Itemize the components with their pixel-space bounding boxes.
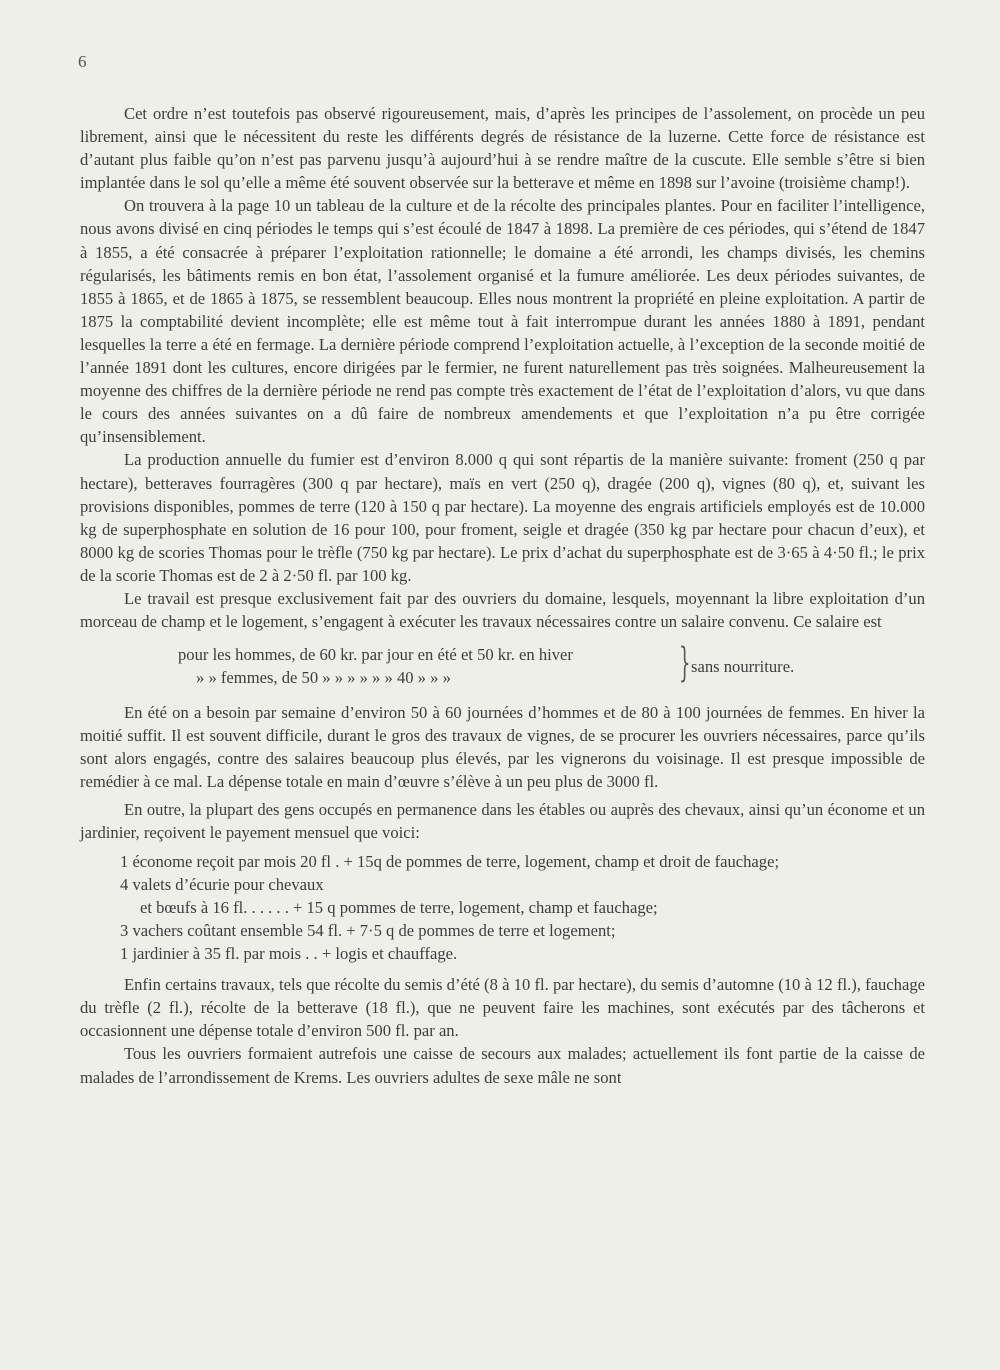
page-number: 6 [78,52,87,71]
staff-line: et bœufs à 16 fl. . . . . . + 15 q pommes de terre, logement, champ et fauchage; [140,897,658,917]
paragraph-2: On trouvera à la page 10 un tableau de la culture et de la récolte des principales plantes. Pour en faciliter l’intelligence, nous avons divisé en cinq périodes le temps qui s’est écoulé de 1847 à 1898. La première de ces périodes, qui s’étend de 1847 à 1855, a été consacrée à préparer l’exploitation rationnelle; le domaine a été arrondi, les champs divisés, les chemins régularisés, les bâtiments remis en bon état, l’assolement organisé et la fumure améliorée. Les deux périodes suivantes, de 1855 à 1865, et de 1865 à 1875, se ressemblent beaucoup. Elles nous montrent la propriété en pleine exploitation. A partir de 1875 la comptabilité devient incomplète; elle est même tout à fait interrompue durant les années 1880 à 1891, pendant lesquelles la terre a été en fermage. La dernière période comprend l’exploitation actuelle, à l’exception de la seconde moitié de l’année 1891 dont les cultures, encore dirigées par le fermier, ne furent naturellement pas très soignées. Malheureusement la moyenne des chiffres de la dernière période ne rend pas compte très exactement de l’état de l’exploitation d’alors, vu que dans le cours des années suivantes on a dû faire de nombreux amendements et que l’exploitation n’a pu être corrigée qu’insensiblement. [80,196,925,447]
staff-line: 4 valets d’écurie pour chevaux [120,874,324,894]
paragraph-3: La production annuelle du fumier est d’environ 8.000 q qui sont répartis de la manière suivante: froment (250 q par hectare), betteraves fourragères (300 q par hectare), maïs en vert (250 q), dragée (200 q), vignes (80 q), et, suivant les provisions disponibles, pommes de terre (120 à 150 q par hectare). La moyenne des engrais artificiels employés est de 10.000 kg de superphosphate en solution de 16 pour 100, pour froment, seigle et dragée (350 kg par hectare pour chacun d’eux), et 8000 kg de scories Thomas pour le trèfle (750 kg par hectare). Le prix d’achat du superphosphate est de 3·65 à 4·50 fl.; le prix de la scorie Thomas est de 2 à 2·50 fl. par 100 kg. [80,450,925,585]
paragraph-7: Enfin certains travaux, tels que récolte du semis d’été (8 à 10 fl. par hectare), du semis d’automne (10 à 12 fl.), fauchage du trèfle (2 fl.), récolte de la betterave (18 fl.), que ne peuvent faire les machines, sont exécutés par des tâcherons et occasionnent une dépense totale d’environ 500 fl. par an. [80,975,925,1041]
staff-line: 1 jardinier à 35 fl. par mois . . + logis et chauffage. [120,944,458,964]
wage-line-women: » » femmes, de 50 » » » » » » 40 » » » [196,668,451,688]
wage-table [178,640,925,689]
paragraph-1: Cet ordre n’est toutefois pas observé rigoureusement, mais, d’après les principes de l’assolement, on procède un peu librement, ainsi que le nécessitent du reste les différents degrés de résistance de la luzerne. Cette force de résistance est d’autant plus faible qu’on n’est pas parvenu jusqu’à aujourd’hui à se rendre maître de la cuscute. Elle semble s’être si bien implantée dans le sol qu’elle a même été souvent observée sur la betterave et même en 1898 sur l’avoine (troisième champ!). [80,104,925,193]
paragraph-4: Le travail est presque exclusivement fait par des ouvriers du domaine, lesquels, moyennant la libre exploitation d’un morceau de champ et le logement, s’engagent à exécuter les travaux nécessaires contre un salaire convenu. Ce salaire est [80,588,925,632]
paragraph-6: En outre, la plupart des gens occupés en permanence dans les étables ou auprès des chevaux, ainsi qu’un économe et un jardinier, reçoivent le payement mensuel que voici: [80,799,925,842]
wage-brace-label: sans nourriture. [691,657,795,677]
staff-line: 1 économe reçoit par mois 20 fl . + 15q de pommes de terre, logement, champ et droit de fauchage; [120,851,780,871]
document-body [80,102,925,1089]
staff-line: 3 vachers coûtant ensemble 54 fl. + 7·5 q de pommes de terre et logement; [120,921,616,940]
paragraph-5: En été on a besoin par semaine d’environ 50 à 60 journées d’hommes et de 80 à 100 journées de femmes. En hiver la moitié suffit. Il est souvent difficile, durant le gros des travaux de vignes, de se procurer les ouvriers nécessaires, parce qu’ils sont alors engagés, contre des salaires beaucoup plus élevés, par les vignerons du voisinage. Il est presque impossible de remédier à ce mal. La dépense totale en main d’œuvre s’élève à un peu plus de 3000 fl. [80,703,925,792]
staff-payment-list [120,850,925,965]
wage-line-men: pour les hommes, de 60 kr. par jour en été et 50 kr. en hiver [178,645,573,665]
brace-icon: } [678,640,691,687]
paragraph-8: Tous les ouvriers formaient autrefois une caisse de secours aux malades; actuellement ils font partie de la caisse de malades de l’arrondissement de Krems. Les ouvriers adultes de sexe mâle ne sont [80,1044,925,1087]
